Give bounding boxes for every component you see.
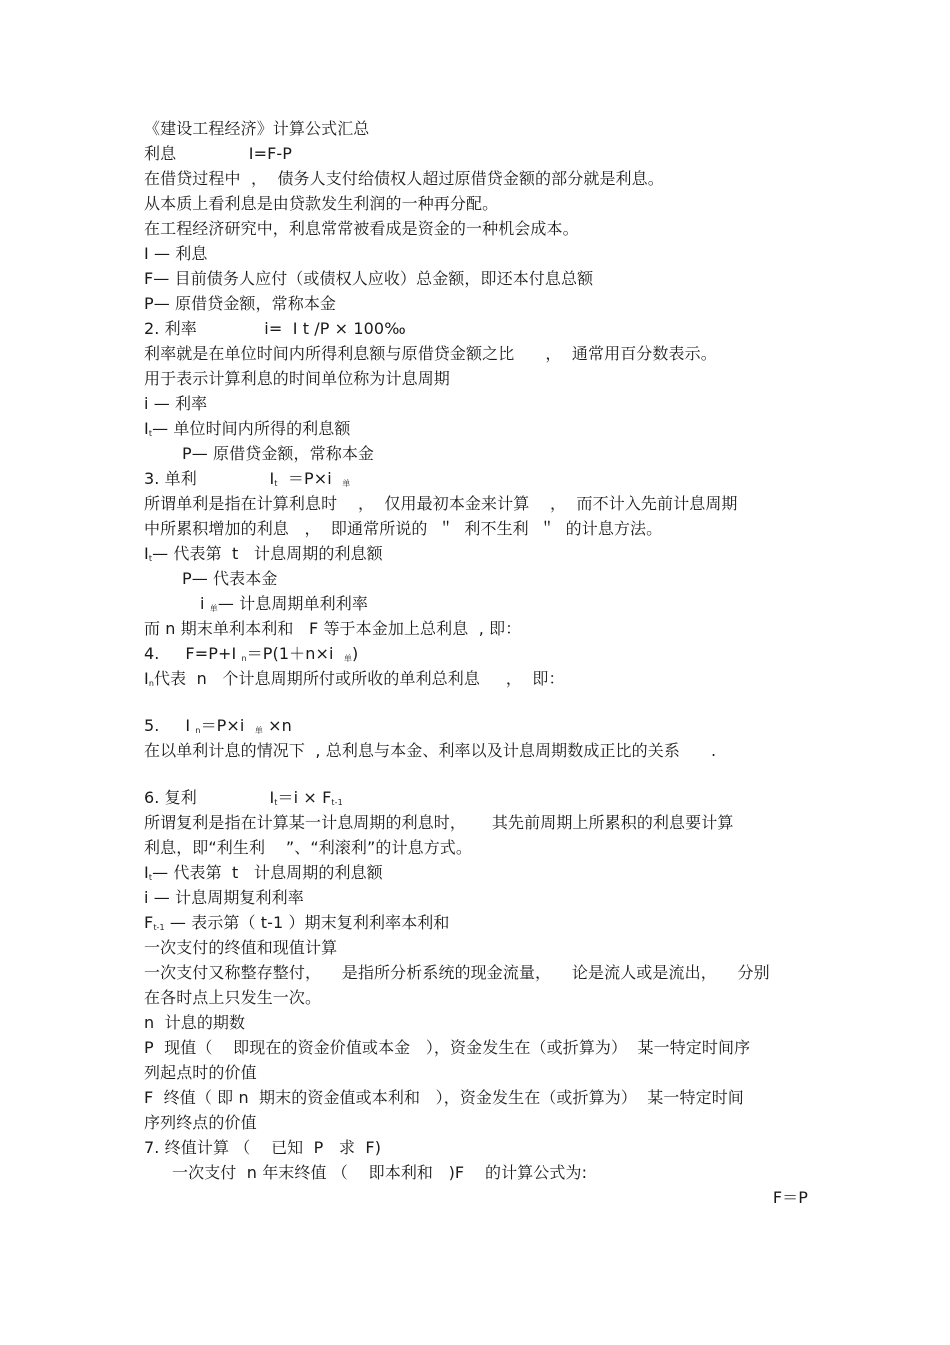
text-line: $I_t—$ 代表第 t 计息周期的利息额	[144, 544, 383, 563]
text-line: 中所累积增加的利息 ， 即通常所说的 ＂ 利不生利 ＂ 的计息方法。	[144, 519, 663, 538]
text-line: 在借贷过程中 ， 债务人支付给债权人超过原借贷金额的部分就是利息。	[144, 169, 664, 188]
text-line: $I_n$代表 n 个计息周期所付或所收的单利总利息 ， 即：	[144, 669, 565, 688]
text-line: P 现值（ 即现在的资金价值或本金 ），资金发生在（或折算为） 某一特定时间序	[144, 1038, 751, 1057]
text-line: 在以单利计息的情况下 , 总利息与本金、利率以及计息周期数成正比的关系 .	[144, 741, 717, 760]
text-line: P— 代表本金	[182, 569, 278, 588]
section-future-value: 7. 终值计算 （ 已知 P 求 F)	[144, 1138, 382, 1157]
text-line: F— 目前债务人应付（或债权人应收）总金额，即还本付息总额	[144, 269, 594, 288]
text-line: i — 计息周期复利利率	[144, 888, 304, 907]
section-compound-interest: 6. 复利 $I_t=i \times F_{t-1}$	[144, 788, 343, 807]
text-line: $I_t—$ 代表第 t 计息周期的利息额	[144, 863, 383, 882]
text-line: 利息，即“利生利 ”、“利滚利”的计息方式。	[144, 838, 473, 857]
text-line: 列起点时的价值	[144, 1063, 257, 1082]
text-line: 一次支付的终值和现值计算	[144, 938, 338, 957]
text-line: 所谓单利是指在计算利息时 ， 仅用最初本金来计算 ， 而不计入先前计息周期	[144, 494, 738, 513]
text-line: P— 原借贷金额，常称本金	[182, 444, 375, 463]
text-line: 所谓复利是指在计算某一计息周期的利息时， 其先前周期上所累积的利息要计算	[144, 813, 734, 832]
text-line: 利率就是在单位时间内所得利息额与原借贷金额之比 ， 通常用百分数表示。	[144, 344, 717, 363]
text-line: P— 原借贷金额，常称本金	[144, 294, 337, 313]
text-line: i $_单$— 计息周期单利利率	[200, 594, 368, 613]
text-line: n 计息的期数	[144, 1013, 246, 1032]
document-title: 《建设工程经济》计算公式汇总	[144, 119, 370, 138]
text-line: 在工程经济研究中，利息常常被看成是资金的一种机会成本。	[144, 219, 579, 238]
text-line: $I_t—$ 单位时间内所得的利息额	[144, 419, 351, 438]
text-line: 用于表示计算利息的时间单位称为计息周期	[144, 369, 450, 388]
text-line: I — 利息	[144, 244, 208, 263]
formula-5: 5. I $_n$＝P×i $_单$ ×n	[144, 716, 292, 735]
section-interest: 利息 I=F-P	[144, 144, 293, 163]
section-rate: 2. 利率 i= I t /P × 100‰	[144, 319, 406, 338]
text-line: 一次支付 n 年末终值 （ 即本利和 )F 的计算公式为:	[172, 1163, 588, 1182]
text-line: 一次支付又称整存整付， 是指所分析系统的现金流量， 论是流人或是流出， 分别	[144, 963, 770, 982]
text-line: 在各时点上只发生一次。	[144, 988, 322, 1007]
text-line: $F_{t-1}$ — 表示第（ t-1 ）期末复利利率本利和	[144, 913, 450, 932]
formula-4: 4. F=P+I $_n$＝P(1＋n×i $_单$)	[144, 644, 359, 663]
formula-partial: F＝P	[772, 1188, 808, 1207]
text-line: 序列终点的价值	[144, 1113, 257, 1132]
text-line: 而 n 期末单利本利和 F 等于本金加上总利息 , 即：	[144, 619, 522, 638]
section-simple-interest: 3. 单利 $I_t =P\times i$ $_单$	[144, 469, 351, 488]
text-line: i — 利率	[144, 394, 208, 413]
text-line: F 终值（ 即 n 期末的资金值或本利和 ），资金发生在（或折算为） 某一特定时间	[144, 1088, 744, 1107]
text-line: 从本质上看利息是由贷款发生利润的一种再分配。	[144, 194, 499, 213]
